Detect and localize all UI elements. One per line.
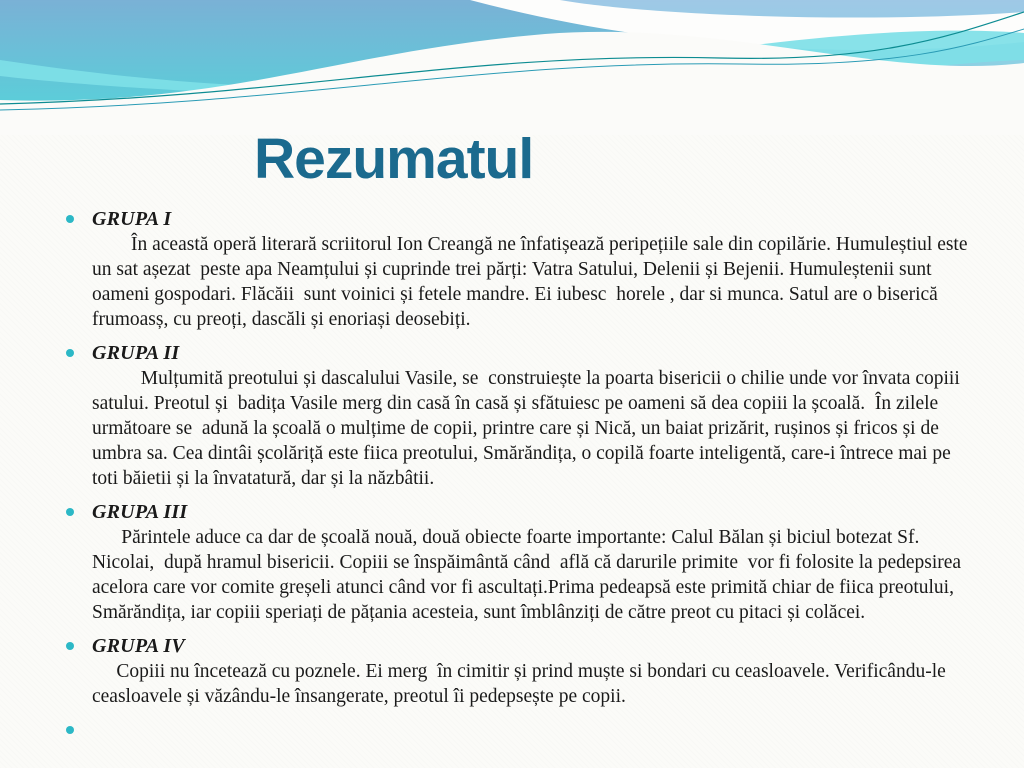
bullet-icon — [66, 642, 74, 650]
group-paragraph: În această operă literară scriitorul Ion Creangă ne înfatișează peripețiile sale din copilărie. Humuleștiul este un sat așezat peste apa Neamțului și cuprinde trei părți: Vatra Satului, Delenii și Bejenii. Humuleștenii sunt oameni gospodari. Flăcăii sunt voinici și fetele mandre. Ei iubesc horele , dar si munca. Satul are o biserică frumoasș, cu preoți, dascăli și enoriași deosebiți. — [92, 234, 973, 330]
list-item-grupa-4 — [66, 633, 968, 709]
bullet-icon — [66, 508, 74, 516]
group-paragraph: Părintele aduce ca dar de școală nouă, două obiecte foarte importante: Calul Bălan și biciul botezat Sf. Nicolai, după hramul bisericii. Copiii se înspăimântă când află că darurile primite vor fi folosite la pedepsirea acelora care vor comite greșeli atunci când vor fi ascultați.Prima pedeapsă este primită chiar de fiica preotului, Smărăndița, iar copiii speriați de pățania acesteia, sunt îmblânziți de către preot cu pitaci și colăcei. — [92, 527, 966, 623]
list-item-grupa-1 — [66, 206, 973, 332]
group-heading: GRUPA II — [92, 342, 180, 364]
page-title: Rezumatul — [254, 127, 534, 191]
bullet-icon — [66, 349, 74, 357]
bullet-icon — [66, 215, 74, 223]
group-heading: GRUPA IV — [92, 635, 185, 657]
list-item-grupa-2 — [66, 340, 968, 491]
bullet-icon — [66, 726, 74, 734]
group-heading: GRUPA I — [92, 208, 172, 230]
list-item-empty — [66, 717, 968, 735]
bullet-list — [66, 206, 973, 743]
group-paragraph: Mulțumită preotului și dascalului Vasile, se construiește la poarta bisericii o chilie unde vor învata copiii satului. Preotul și badița Vasile merg din casă în casă și sfătuiesc pe oameni să dea copiii la școală. În zilele următoare se adună la școală o mulțime de copii, printre care și Nică, un baiat prizărit, rușinos și fricos și de umbra sa. Cea dintâi școlăriță este fiica preotului, Smărăndița, o copilă foarte inteligentă, care-i întrece mai pe toti băietii și la învatatură, dar și la năzbâtii. — [92, 368, 965, 489]
group-paragraph: Copiii nu încetează cu poznele. Ei merg în cimitir și prind muște si bondari cu ceasloavele. Verificându-le ceasloavele și văzându-le însangerate, preotul îi pedepsește pe copii. — [92, 661, 951, 707]
group-heading: GRUPA III — [92, 501, 188, 523]
list-item-grupa-3 — [66, 499, 968, 625]
wave-decoration — [0, 0, 1024, 135]
